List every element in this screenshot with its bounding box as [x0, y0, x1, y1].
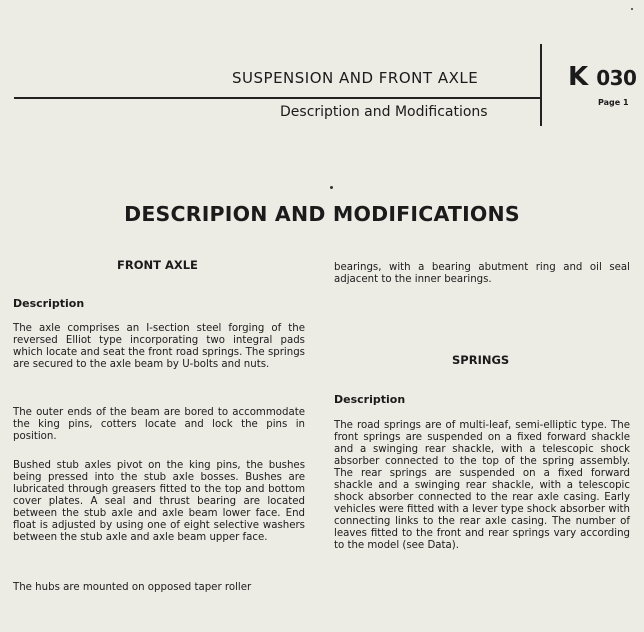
front-axle-paragraph: The axle comprises an I-section steel forging of the reversed Elliot type incorporating two integral pads which locate and seat the front road springs. The springs are secured to the axle beam by U-bolts and nuts.: [13, 323, 305, 370]
springs-paragraph: The road springs are of multi-leaf, semi-elliptic type. The front springs are suspended on a fixed forward shackle and a swinging rear shackle, with a telescopic shock absorber connected to the top of the spring assembly. The rear springs are suspended on a fixed forward shackle and a swinging rear shackle, with a telescopic shock absorber connected to the rear axle casing. Early vehicles were fitted with a lever type shock absorber with connecting links to the rear axle casing. The number of leaves fitted to the front and rear springs vary according to the model (see Data).: [334, 420, 630, 551]
scan-speck: [330, 186, 333, 189]
springs-heading: SPRINGS: [452, 353, 510, 367]
header-divider: [14, 97, 542, 99]
section-title: SUSPENSION AND FRONT AXLE: [232, 69, 479, 87]
front-axle-description-heading: Description: [13, 297, 85, 310]
front-axle-paragraph-continued: bearings, with a bearing abutment ring and oil seal adjacent to the inner bearings.: [334, 262, 630, 285]
page-code: [568, 62, 636, 92]
front-axle-heading: FRONT AXLE: [117, 258, 198, 272]
front-axle-paragraph: Bushed stub axles pivot on the king pins, the bushes being pressed into the stub axle bosses. Bushes are lubricated through greasers fitted to the top and bottom cover plates. A seal and thrust bearing are located between the stub axle and axle beam lower face. End float is adjusted by using one of eight selective washers between the stub axle and axle beam upper face.: [13, 460, 305, 543]
page-number: Page 1: [598, 98, 629, 107]
section-subtitle: Description and Modifications: [280, 104, 488, 120]
page-title: DESCRIPION AND MODIFICATIONS: [124, 202, 520, 226]
header-vertical-divider: [540, 44, 542, 126]
page-code-number: 030: [596, 66, 637, 90]
front-axle-paragraph: The outer ends of the beam are bored to accommodate the king pins, cotters locate and lock the pins in position.: [13, 407, 305, 442]
scan-speck: [631, 8, 633, 10]
front-axle-paragraph: The hubs are mounted on opposed taper roller: [13, 582, 252, 593]
page-code-letter: K: [568, 62, 588, 92]
springs-description-heading: Description: [334, 393, 406, 406]
